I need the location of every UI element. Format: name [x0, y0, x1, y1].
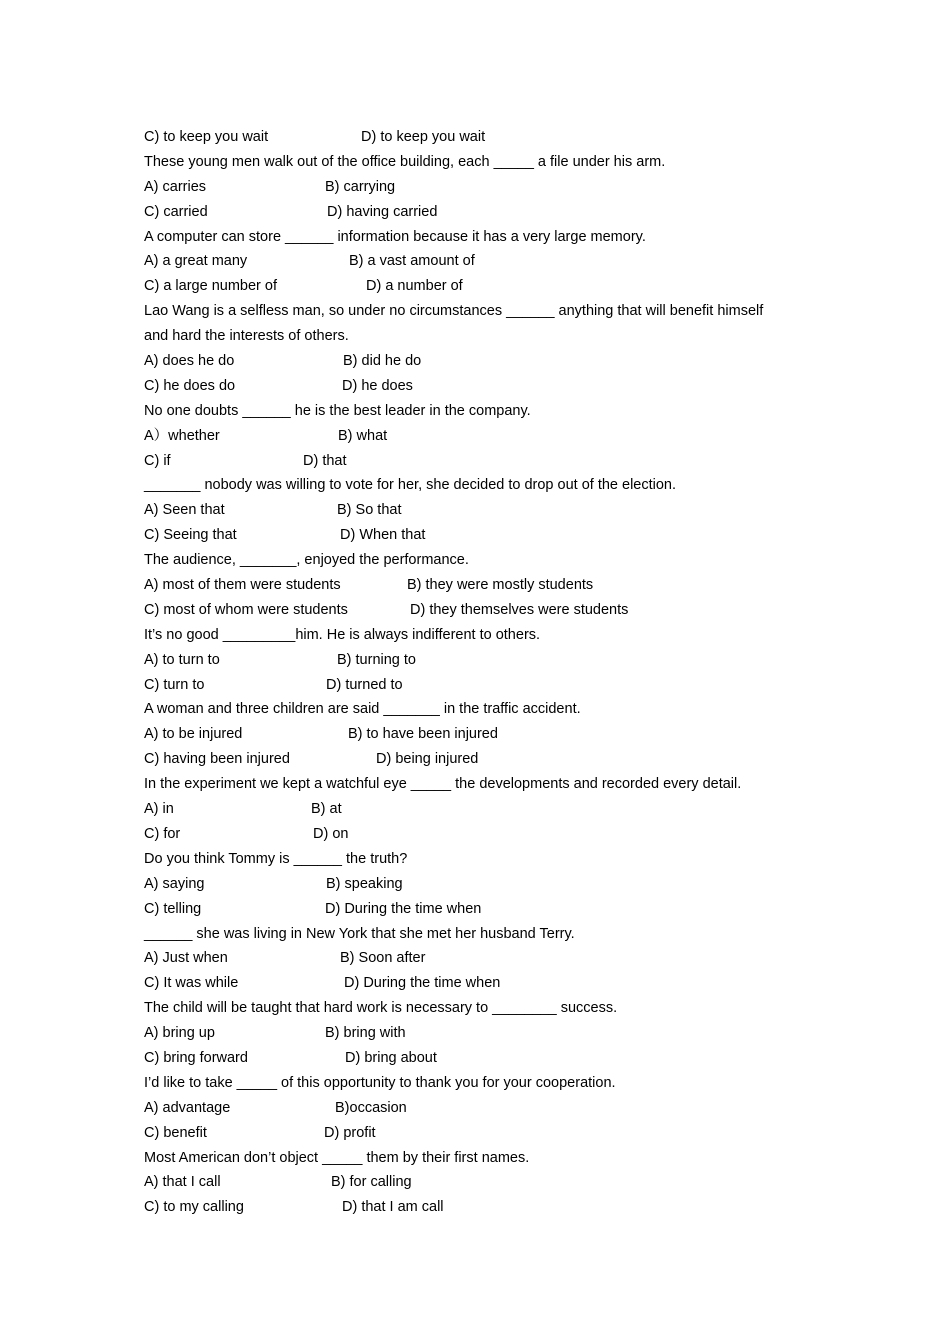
answer-option: D) they themselves were students — [410, 601, 629, 618]
question-text: Most American don’t object _____ them by their first names. — [144, 1149, 530, 1166]
answer-option: B) did he do — [343, 353, 422, 370]
answer-option: A) does he do — [144, 353, 235, 370]
document-page — [144, 125, 824, 1220]
answer-options-row — [144, 722, 824, 747]
question-text: _______ nobody was willing to vote for her, she decided to drop out of the election. — [144, 477, 677, 494]
answer-option: B) carrying — [325, 178, 396, 195]
answer-options-row — [144, 274, 824, 299]
answer-option: A) most of them were students — [144, 577, 341, 594]
question-text: and hard the interests of others. — [144, 328, 349, 345]
answer-option: C) carried — [144, 203, 208, 220]
question-text: I’d like to take _____ of this opportunity to thank you for your cooperation. — [144, 1074, 616, 1091]
answer-options-row — [144, 946, 824, 971]
answer-option: A) Just when — [144, 950, 228, 967]
answer-options-row — [144, 1170, 824, 1195]
answer-options-row — [144, 797, 824, 822]
answer-option: C) bring forward — [144, 1049, 248, 1066]
answer-option: C) Seeing that — [144, 527, 237, 544]
answer-option: D) that I am call — [342, 1199, 444, 1216]
answer-option: A) Seen that — [144, 502, 225, 519]
answer-option: D) on — [313, 825, 349, 842]
answer-options-row — [144, 449, 824, 474]
answer-option: D) When that — [340, 527, 426, 544]
answer-option: B)occasion — [335, 1099, 407, 1116]
answer-option: B) for calling — [331, 1174, 412, 1191]
answer-options-row — [144, 598, 824, 623]
answer-options-row — [144, 424, 824, 449]
answer-option: A) saying — [144, 875, 205, 892]
question-text: A woman and three children are said _______ in the traffic accident. — [144, 701, 581, 718]
answer-option: B) speaking — [326, 875, 403, 892]
question-text: No one doubts ______ he is the best leader in the company. — [144, 402, 531, 419]
answer-option: B) bring with — [325, 1025, 406, 1042]
answer-option: C) telling — [144, 900, 202, 917]
answer-option: B) what — [338, 427, 388, 444]
answer-options-row — [144, 523, 824, 548]
answer-option: C) benefit — [144, 1124, 207, 1141]
answer-option: D) he does — [342, 377, 413, 394]
answer-options-row — [144, 822, 824, 847]
answer-option: B) they were mostly students — [407, 577, 594, 594]
answer-options-row — [144, 125, 824, 150]
question-text: Do you think Tommy is ______ the truth? — [144, 850, 408, 867]
answer-options-row — [144, 175, 824, 200]
answer-option: D) a number of — [366, 278, 463, 295]
answer-option: C) to my calling — [144, 1199, 244, 1216]
answer-options-row — [144, 1121, 824, 1146]
answer-option: C) he does do — [144, 377, 236, 394]
question-text: These young men walk out of the office building, each _____ a file under his arm. — [144, 153, 666, 170]
answer-option: A) bring up — [144, 1025, 215, 1042]
answer-option: B) at — [311, 801, 342, 818]
question-text: The audience, _______, enjoyed the performance. — [144, 552, 469, 569]
answer-option: C) a large number of — [144, 278, 277, 295]
answer-options-row — [144, 747, 824, 772]
question-text: In the experiment we kept a watchful eye _____ the developments and recorded every detail. — [144, 776, 742, 793]
answer-options-row — [144, 498, 824, 523]
answer-options-row — [144, 249, 824, 274]
question-text: The child will be taught that hard work is necessary to ________ success. — [144, 1000, 618, 1017]
answer-option: C) to keep you wait — [144, 129, 269, 145]
answer-option: B) turning to — [337, 651, 416, 668]
answer-option: A) in — [144, 801, 174, 818]
answer-options-row — [144, 897, 824, 922]
question-text: A computer can store ______ information because it has a very large memory. — [144, 228, 646, 245]
answer-options-row — [144, 648, 824, 673]
answer-option: B) a vast amount of — [349, 253, 475, 270]
answer-option: D) to keep you wait — [361, 129, 486, 145]
answer-options-row — [144, 1046, 824, 1071]
answer-option: A) advantage — [144, 1099, 231, 1116]
answer-options-row — [144, 872, 824, 897]
answer-option: C) for — [144, 825, 181, 842]
answer-options-row — [144, 1096, 824, 1121]
answer-option: A) that I call — [144, 1174, 221, 1191]
answer-option: D) being injured — [376, 751, 479, 768]
answer-options-row — [144, 349, 824, 374]
answer-option: A) carries — [144, 178, 207, 195]
question-text: Lao Wang is a selfless man, so under no circumstances ______ anything that will benefit himself — [144, 303, 764, 320]
answer-option: D) having carried — [327, 203, 438, 220]
question-text: ______ she was living in New York that she met her husband Terry. — [144, 925, 575, 942]
answer-option: B) to have been injured — [348, 726, 498, 743]
answer-option: A）whether — [144, 427, 220, 444]
answer-options-row — [144, 374, 824, 399]
question-text: It’s no good _________him. He is always indifferent to others. — [144, 626, 541, 643]
answer-option: A) a great many — [144, 253, 248, 270]
answer-options-row — [144, 1021, 824, 1046]
answer-options-row — [144, 200, 824, 225]
answer-option: D) During the time when — [344, 975, 501, 992]
answer-option: D) profit — [324, 1124, 376, 1141]
answer-option: D) During the time when — [325, 900, 482, 917]
answer-option: D) bring about — [345, 1049, 437, 1066]
answer-options-row — [144, 573, 824, 598]
answer-option: D) turned to — [326, 676, 403, 693]
answer-option: A) to be injured — [144, 726, 243, 743]
answer-option: C) It was while — [144, 975, 239, 992]
answer-option: B) So that — [337, 502, 402, 519]
answer-option: C) having been injured — [144, 751, 290, 768]
answer-option: C) if — [144, 452, 171, 469]
answer-option: C) turn to — [144, 676, 205, 693]
answer-options-row — [144, 673, 824, 698]
answer-option: D) that — [303, 452, 347, 469]
answer-options-row — [144, 971, 824, 996]
answer-option: C) most of whom were students — [144, 601, 348, 618]
answer-options-row — [144, 1195, 824, 1220]
answer-option: A) to turn to — [144, 651, 220, 668]
answer-option: B) Soon after — [340, 950, 426, 967]
